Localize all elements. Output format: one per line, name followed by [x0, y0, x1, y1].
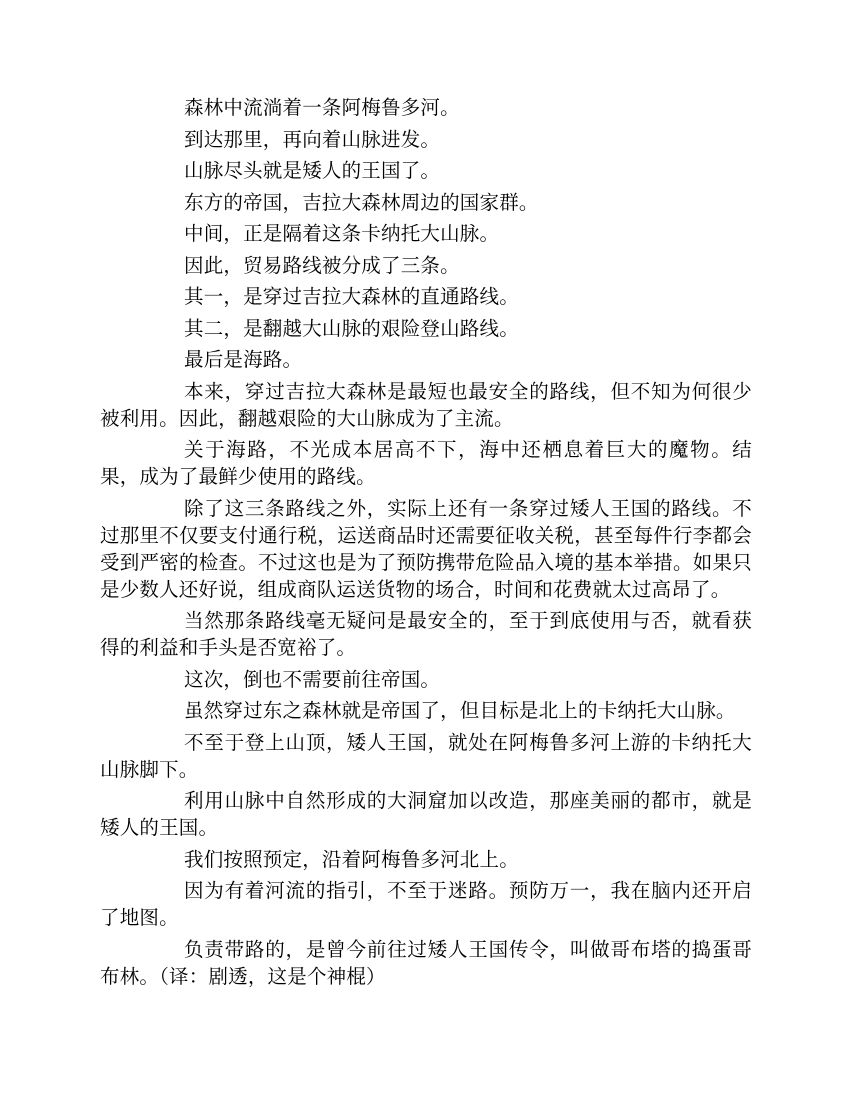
paragraph: 我们按照预定，沿着阿梅鲁多河北上。: [184, 847, 519, 871]
paragraph: 因此，贸易路线被分成了三条。: [184, 253, 460, 277]
paragraph: 山脉尽头就是矮人的王国了。: [184, 159, 441, 182]
paragraph: 其一，是穿过吉拉大森林的直通路线。: [184, 285, 519, 308]
paragraph: 到达那里，再向着山脉进发。: [184, 127, 441, 151]
paragraph: 当然那条路线毫无疑问是最安全的，至于到底使用与否，就看获得的利益和手头是否宽裕了。: [100, 609, 752, 659]
paragraph: 本来，穿过吉拉大森林是最短也最安全的路线，但不知为何很少被利用。因此，翻越艰险的大山脉成为了主流。: [100, 379, 752, 430]
paragraph: 关于海路，不光成本居高不下，海中还栖息着巨大的魔物。结果，成为了最鲜少使用的路线。: [100, 438, 752, 488]
paragraph: 利用山脉中自然形成的大洞窟加以改造，那座美丽的都市，就是矮人的王国。: [100, 789, 752, 839]
paragraph: 最后是海路。: [184, 348, 303, 371]
paragraph: 不至于登上山顶，矮人王国，就处在阿梅鲁多河上游的卡纳托大山脉脚下。: [100, 730, 752, 781]
paragraph: 因为有着河流的指引，不至于迷路。预防万一，我在脑内还开启了地图。: [100, 879, 752, 929]
paragraph: 除了这三条路线之外，实际上还有一条穿过矮人王国的路线。不过那里不仅要支付通行税，运送商品时还需要征收关税，甚至每件行李都会受到严密的检查。不过这也是为了预防携带危险品入境的基本举措。如果只是少数人还好说，组成商队运送货物的场合，时间和花费就太过高昂了。: [100, 496, 752, 601]
paragraph: 森林中流淌着一条阿梅鲁多河。: [184, 96, 460, 119]
paragraph: 虽然穿过东之森林就是帝国了，但目标是北上的卡纳托大山脉。: [184, 699, 736, 722]
paragraph: 东方的帝国，吉拉大森林周边的国家群。: [184, 190, 539, 214]
paragraph: 这次，倒也不需要前往帝国。: [184, 667, 441, 691]
paragraph: 负责带路的，是曾今前往过矮人王国传令，叫做哥布塔的捣蛋哥布林。（译：剧透，这是个神棍）: [100, 937, 752, 988]
body-text: [100, 94, 752, 994]
paragraph: 中间，正是隔着这条卡纳托大山脉。: [184, 222, 500, 245]
paragraph: 其二，是翻越大山脉的艰险登山路线。: [184, 316, 519, 340]
